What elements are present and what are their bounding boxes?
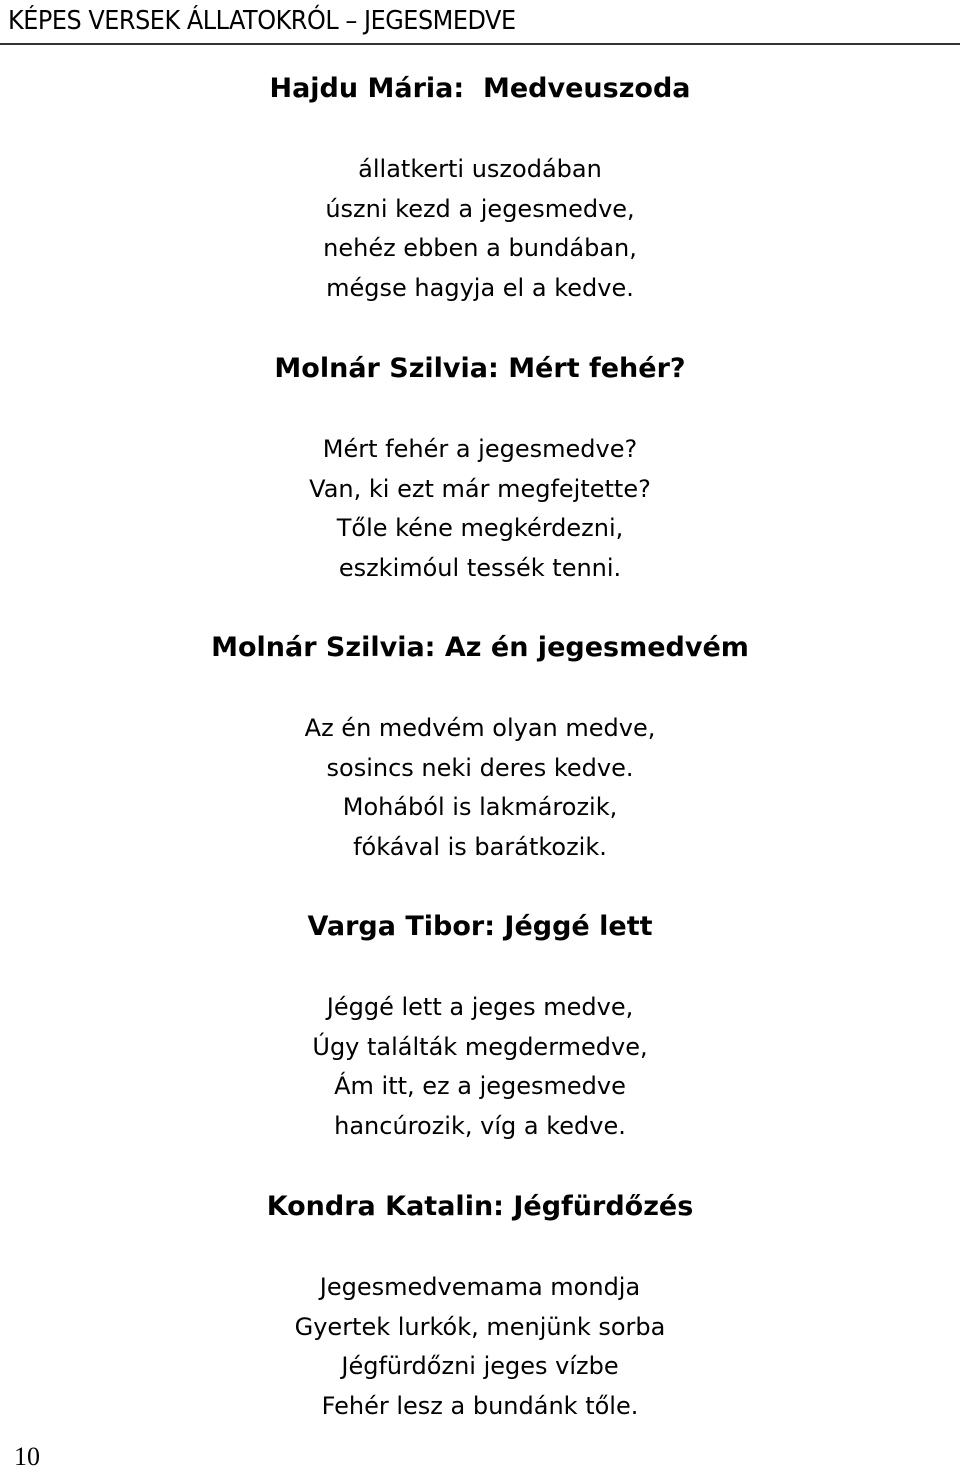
poem-line: Ám itt, ez a jegesmedve bbox=[334, 1072, 626, 1101]
poem-line: nehéz ebben a bundában, bbox=[323, 234, 637, 263]
poem-line: úszni kezd a jegesmedve, bbox=[325, 194, 635, 223]
poem-line: sosincs neki deres kedve. bbox=[326, 753, 634, 782]
poem-line: Az én medvém olyan medve, bbox=[304, 714, 656, 742]
poem-line: Van, ki ezt már megfejtette? bbox=[309, 474, 651, 503]
poem-line: Mért fehér a jegesmedve? bbox=[322, 435, 638, 463]
poem-line: Jégfürdőzni jeges vízbe bbox=[341, 1352, 619, 1381]
poem-line: mégse hagyja el a kedve. bbox=[326, 273, 634, 302]
poem-line: Mohából is lakmározik, bbox=[342, 793, 618, 822]
poem-title: Molnár Szilvia: Mért fehér? bbox=[274, 353, 686, 384]
poem-line: Fehér lesz a bundánk tőle. bbox=[321, 1391, 639, 1420]
poem-medveuszoda bbox=[0, 69, 960, 308]
page-header: KÉPES VERSEK ÁLLATOKRÓL – JEGESMEDVE bbox=[8, 6, 516, 36]
poem-line: fókával is barátkozik. bbox=[353, 832, 607, 861]
poem-title: Hajdu Mária: Medveuszoda bbox=[269, 73, 691, 104]
poem-line: Gyertek lurkók, menjünk sorba bbox=[294, 1312, 666, 1341]
poem-line: állatkerti uszodában bbox=[358, 155, 602, 183]
page-number: 10 bbox=[14, 1442, 40, 1471]
poem-line: Tőle kéne megkérdezni, bbox=[336, 514, 624, 543]
poem-mert-feher bbox=[0, 349, 960, 588]
poem-title: Kondra Katalin: Jégfürdőzés bbox=[266, 1191, 694, 1222]
poem-title: Varga Tibor: Jéggé lett bbox=[307, 911, 653, 942]
poem-az-en-jegesmedvem bbox=[0, 628, 960, 867]
poem-line: hancúrozik, víg a kedve. bbox=[334, 1111, 626, 1140]
poem-line: Jéggé lett a jeges medve, bbox=[326, 993, 634, 1021]
poem-title: Molnár Szilvia: Az én jegesmedvém bbox=[211, 632, 749, 663]
poem-line: Jegesmedvemama mondja bbox=[319, 1273, 641, 1301]
poem-line: eszkimóul tessék tenni. bbox=[338, 553, 622, 582]
poem-line: Úgy találták megdermedve, bbox=[312, 1032, 648, 1061]
poem-jegfurdozes bbox=[0, 1187, 960, 1426]
poem-jegge-lett bbox=[0, 907, 960, 1146]
header-divider bbox=[0, 43, 960, 45]
